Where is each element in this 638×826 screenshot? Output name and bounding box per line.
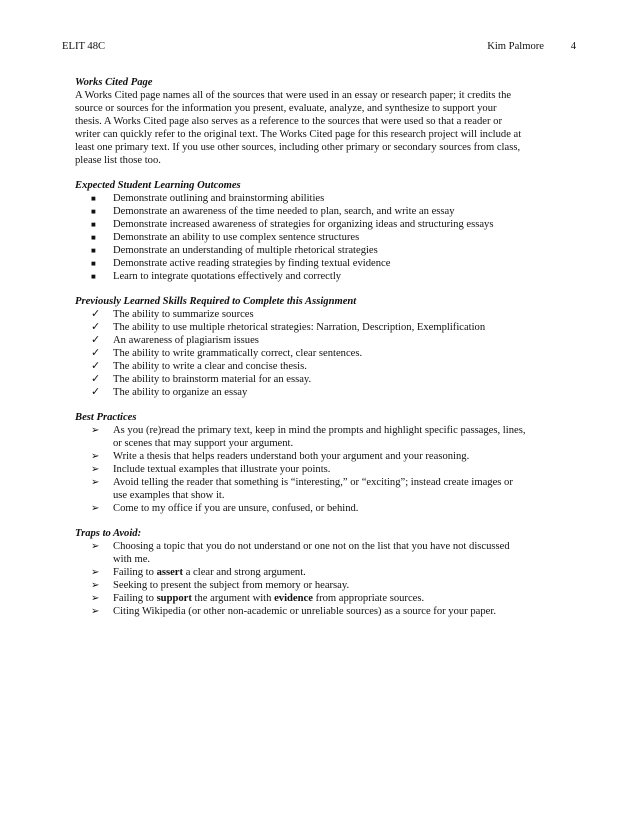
list-item xyxy=(75,270,565,283)
list-item-line: Come to my office if you are unsure, confused, or behind. xyxy=(113,503,359,514)
bold-word: support xyxy=(156,593,192,604)
list-item-line: As you (re)read the primary text, keep in mind the prompts and highlight specific passages, lines, xyxy=(113,425,526,436)
text-run: from appropriate sources. xyxy=(312,593,425,604)
square-bullet-icon: ■ xyxy=(91,233,96,242)
list-item-text: Demonstrate an ability to use complex sentence structures xyxy=(113,232,360,243)
checkmark-icon: ✓ xyxy=(91,360,101,372)
list-item xyxy=(75,566,565,579)
checkmark-icon: ✓ xyxy=(91,347,101,359)
text-run: Failing to xyxy=(113,567,157,578)
list-item xyxy=(75,360,565,373)
paragraph-line: source or sources for the information you present, evaluate, analyze, and synthesize to support your xyxy=(75,103,497,114)
list-item-line: with me. xyxy=(113,554,151,565)
list-item xyxy=(75,540,565,566)
list-item-line: or scenes that may support your argument. xyxy=(113,438,294,449)
arrow-bullet-icon: ➢ xyxy=(91,451,100,462)
list-item xyxy=(75,450,565,463)
list-item-text: An awareness of plagiarism issues xyxy=(113,335,259,346)
page-header xyxy=(62,40,576,54)
list-item xyxy=(75,192,565,205)
list-item-text: Demonstrate an understanding of multiple rhetorical strategies xyxy=(113,245,378,256)
list-item xyxy=(75,476,565,502)
works-cited-paragraph xyxy=(75,89,565,167)
list-item-text: Citing Wikipedia (or other non-academic or unreliable sources) as a source for your paper. xyxy=(113,606,496,617)
list-item-text: The ability to use multiple rhetorical strategies: Narration, Description, Exemplification xyxy=(113,322,486,333)
list-item xyxy=(75,334,565,347)
checkmark-icon: ✓ xyxy=(91,334,101,346)
checkmark-icon: ✓ xyxy=(91,386,101,398)
author-name: Kim Palmore xyxy=(487,41,544,52)
list-item xyxy=(75,205,565,218)
best-practices-heading: Best Practices xyxy=(75,412,137,423)
square-bullet-icon: ■ xyxy=(91,246,96,255)
arrow-bullet-icon: ➢ xyxy=(91,580,100,591)
list-item-text: The ability to organize an essay xyxy=(113,387,248,398)
list-item xyxy=(75,231,565,244)
square-bullet-icon: ■ xyxy=(91,207,96,216)
square-bullet-icon: ■ xyxy=(91,259,96,268)
text-run: the argument with xyxy=(191,593,275,604)
outcomes-section xyxy=(75,179,565,283)
arrow-bullet-icon: ➢ xyxy=(91,567,100,578)
text-run: Failing to xyxy=(113,593,157,604)
list-item xyxy=(75,424,565,450)
list-item xyxy=(75,463,565,476)
list-item-line: Include textual examples that illustrate your points. xyxy=(113,464,331,475)
list-item xyxy=(75,257,565,270)
document-body xyxy=(75,76,565,630)
list-item-line: use examples that show it. xyxy=(113,490,225,501)
square-bullet-icon: ■ xyxy=(91,220,96,229)
list-item xyxy=(75,347,565,360)
list-item-text: The ability to summarize sources xyxy=(113,309,254,320)
checkmark-icon: ✓ xyxy=(91,373,101,385)
list-item xyxy=(75,579,565,592)
paragraph-line: A Works Cited page names all of the sources that were used in an essay or research paper; it credits the xyxy=(75,90,512,101)
arrow-bullet-icon: ➢ xyxy=(91,464,100,475)
course-code: ELIT 48C xyxy=(62,41,106,52)
traps-list xyxy=(75,540,565,618)
paragraph-line: thesis. A Works Cited page also serves as a reference to the sources that were used so that a reader or xyxy=(75,116,502,127)
skills-section xyxy=(75,295,565,399)
text-run: a clear and strong argument. xyxy=(183,567,306,578)
paragraph-line: please list those too. xyxy=(75,155,161,166)
list-item-text: Learn to integrate quotations effectively and correctly xyxy=(113,271,342,282)
traps-section xyxy=(75,527,565,618)
list-item xyxy=(75,373,565,386)
list-item xyxy=(75,502,565,515)
traps-heading: Traps to Avoid: xyxy=(75,528,142,539)
list-item-text: Demonstrate increased awareness of strategies for organizing ideas and structuring essays xyxy=(113,219,494,230)
list-item xyxy=(75,386,565,399)
best-practices-list xyxy=(75,424,565,515)
arrow-bullet-icon: ➢ xyxy=(91,425,100,436)
list-item xyxy=(75,218,565,231)
list-item-text: The ability to write grammatically correct, clear sentences. xyxy=(113,348,363,359)
list-item-line: Choosing a topic that you do not understand or one not on the list that you have not discussed xyxy=(113,541,510,552)
outcomes-list xyxy=(75,192,565,283)
list-item xyxy=(75,321,565,334)
list-item-line: Avoid telling the reader that something is “interesting,” or “exciting”; instead create images or xyxy=(113,477,513,488)
skills-list xyxy=(75,308,565,399)
page-number: 4 xyxy=(570,41,576,52)
list-item-text: The ability to brainstorm material for an essay. xyxy=(113,374,312,385)
best-practices-section xyxy=(75,411,565,515)
bold-word: assert xyxy=(156,567,184,578)
bold-word: evidence xyxy=(274,593,313,604)
list-item-line: Write a thesis that helps readers understand both your argument and your reasoning. xyxy=(113,451,470,462)
list-item xyxy=(75,308,565,321)
checkmark-icon: ✓ xyxy=(91,308,101,320)
list-item-text: Demonstrate an awareness of the time needed to plan, search, and write an essay xyxy=(113,206,455,217)
list-item xyxy=(75,605,565,618)
square-bullet-icon: ■ xyxy=(91,194,96,203)
arrow-bullet-icon: ➢ xyxy=(91,477,100,488)
list-item-text: Demonstrate outlining and brainstorming abilities xyxy=(113,193,325,204)
list-item-text: The ability to write a clear and concise thesis. xyxy=(113,361,307,372)
arrow-bullet-icon: ➢ xyxy=(91,606,100,617)
paragraph-line: least one primary text. If you use other sources, including other primary or secondary sources from class, xyxy=(75,142,521,153)
works-cited-heading: Works Cited Page xyxy=(75,77,153,88)
list-item xyxy=(75,244,565,257)
arrow-bullet-icon: ➢ xyxy=(91,541,100,552)
skills-heading: Previously Learned Skills Required to Complete this Assignment xyxy=(75,296,357,307)
list-item-text: Seeking to present the subject from memory or hearsay. xyxy=(113,580,350,591)
outcomes-heading: Expected Student Learning Outcomes xyxy=(75,180,241,191)
paragraph-line: writer can quickly refer to the original text. The Works Cited page for this research project will include at xyxy=(75,129,522,140)
list-item xyxy=(75,592,565,605)
arrow-bullet-icon: ➢ xyxy=(91,503,100,514)
works-cited-section xyxy=(75,76,565,167)
list-item-text: Demonstrate active reading strategies by finding textual evidence xyxy=(113,258,391,269)
square-bullet-icon: ■ xyxy=(91,272,96,281)
arrow-bullet-icon: ➢ xyxy=(91,593,100,604)
checkmark-icon: ✓ xyxy=(91,321,101,333)
